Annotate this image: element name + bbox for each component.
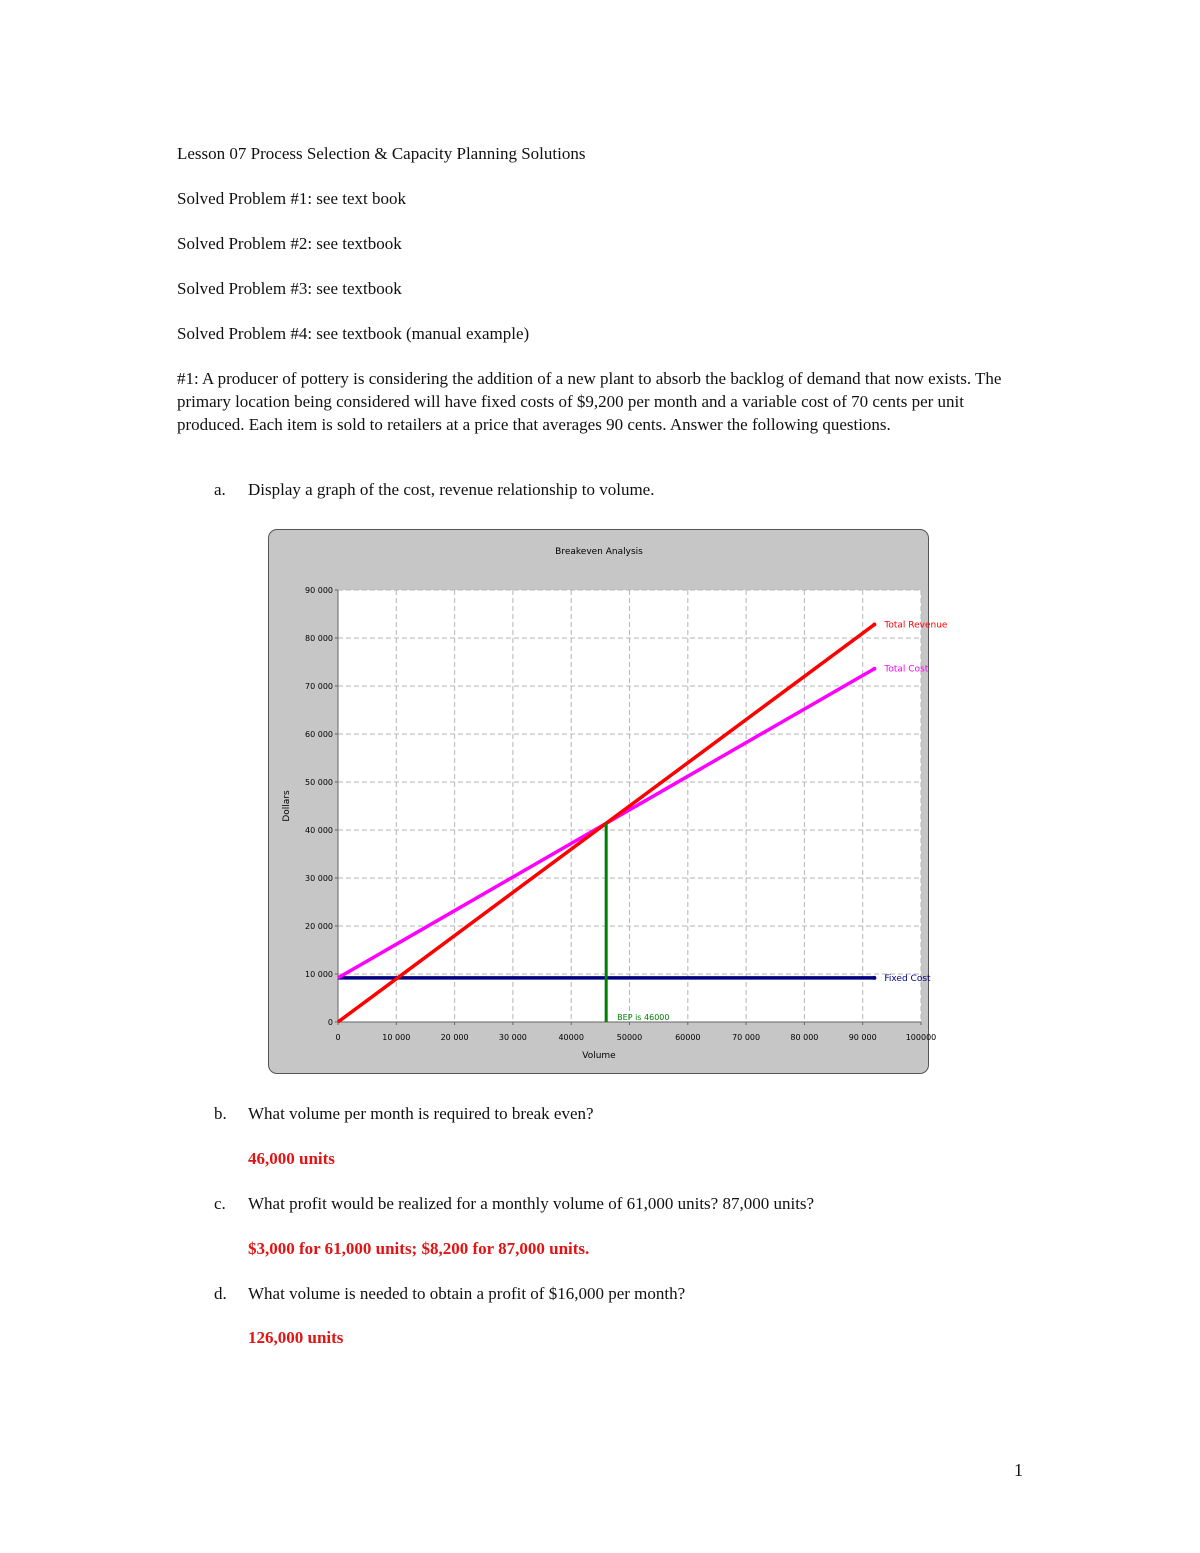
answer-c: $3,000 for 61,000 units; $8,200 for 87,000 units. [248, 1239, 590, 1258]
question-a-letter: a. [214, 480, 226, 499]
solved-problem-1: Solved Problem #1: see text book [177, 189, 407, 208]
total-revenue-label: Total Revenue [884, 620, 948, 631]
question-c-letter: c. [214, 1194, 226, 1213]
solved-problem-4: Solved Problem #4: see textbook (manual example) [177, 324, 530, 343]
solved-problem-2: Solved Problem #2: see textbook [177, 234, 402, 253]
y-tick-label: 20 000 [305, 922, 333, 931]
y-tick-label: 50 000 [305, 778, 333, 787]
y-tick-label: 70 000 [305, 682, 333, 691]
answer-d: 126,000 units [248, 1328, 344, 1347]
question-b-letter: b. [214, 1104, 227, 1123]
solved-problem-3: Solved Problem #3: see textbook [177, 279, 402, 298]
x-tick-label: 10 000 [382, 1033, 411, 1042]
y-tick-label: 80 000 [305, 634, 333, 643]
question-d-letter: d. [214, 1284, 227, 1303]
x-tick-label: 50000 [616, 1033, 643, 1042]
y-tick-label: 40 000 [305, 826, 333, 835]
y-tick-label: 30 000 [305, 874, 333, 883]
x-tick-label: 80 000 [790, 1033, 819, 1042]
y-tick-label: 60 000 [305, 730, 333, 739]
x-tick-label: 20 000 [440, 1033, 469, 1042]
breakeven-chart-svg [269, 530, 948, 1075]
bep-label: BEP is 46000 [617, 1013, 670, 1022]
breakeven-chart [268, 529, 948, 1074]
x-tick-label: 0 [335, 1033, 341, 1042]
x-tick-label: 40000 [558, 1033, 584, 1042]
x-tick-label: 90 000 [848, 1033, 877, 1042]
x-tick-label: 100000 [905, 1033, 937, 1042]
x-axis-label: Volume [582, 1051, 616, 1061]
total-cost-marker [872, 667, 876, 671]
x-tick-label: 30 000 [498, 1033, 527, 1042]
y-tick-label: 90 000 [305, 586, 333, 595]
chart-title: Breakeven Analysis [555, 547, 643, 557]
y-tick-label: 10 000 [305, 970, 333, 979]
problem-statement: #1: A producer of pottery is considering the addition of a new plant to absorb the backlog of demand that now exists. The primary location being considered will have fixed costs of $9,200 per month and a variable cost of 70 cents per unit produced. Each item is sold to retailers at a price that averages 90 cents. Answer the following questions. [177, 369, 1002, 434]
x-tick-label: 70 000 [732, 1033, 761, 1042]
y-tick-label: 0 [327, 1018, 333, 1027]
x-tick-label: 60000 [675, 1033, 701, 1042]
answer-b: 46,000 units [248, 1149, 335, 1168]
total-cost-label: Total Cost [884, 664, 929, 675]
fixed-cost-label: Fixed Cost [884, 973, 931, 984]
question-d-text: What volume is needed to obtain a profit of $16,000 per month? [248, 1284, 686, 1303]
document-title: Lesson 07 Process Selection & Capacity Planning Solutions [177, 144, 586, 163]
question-a-text: Display a graph of the cost, revenue relationship to volume. [248, 480, 655, 499]
fixed-cost-marker [872, 976, 876, 980]
question-c-text: What profit would be realized for a monthly volume of 61,000 units? 87,000 units? [248, 1194, 815, 1213]
total-revenue-marker [872, 623, 876, 627]
y-axis-label: Dollars [282, 790, 292, 822]
page-number: 1 [1014, 1460, 1023, 1480]
question-b-text: What volume per month is required to break even? [248, 1104, 594, 1123]
